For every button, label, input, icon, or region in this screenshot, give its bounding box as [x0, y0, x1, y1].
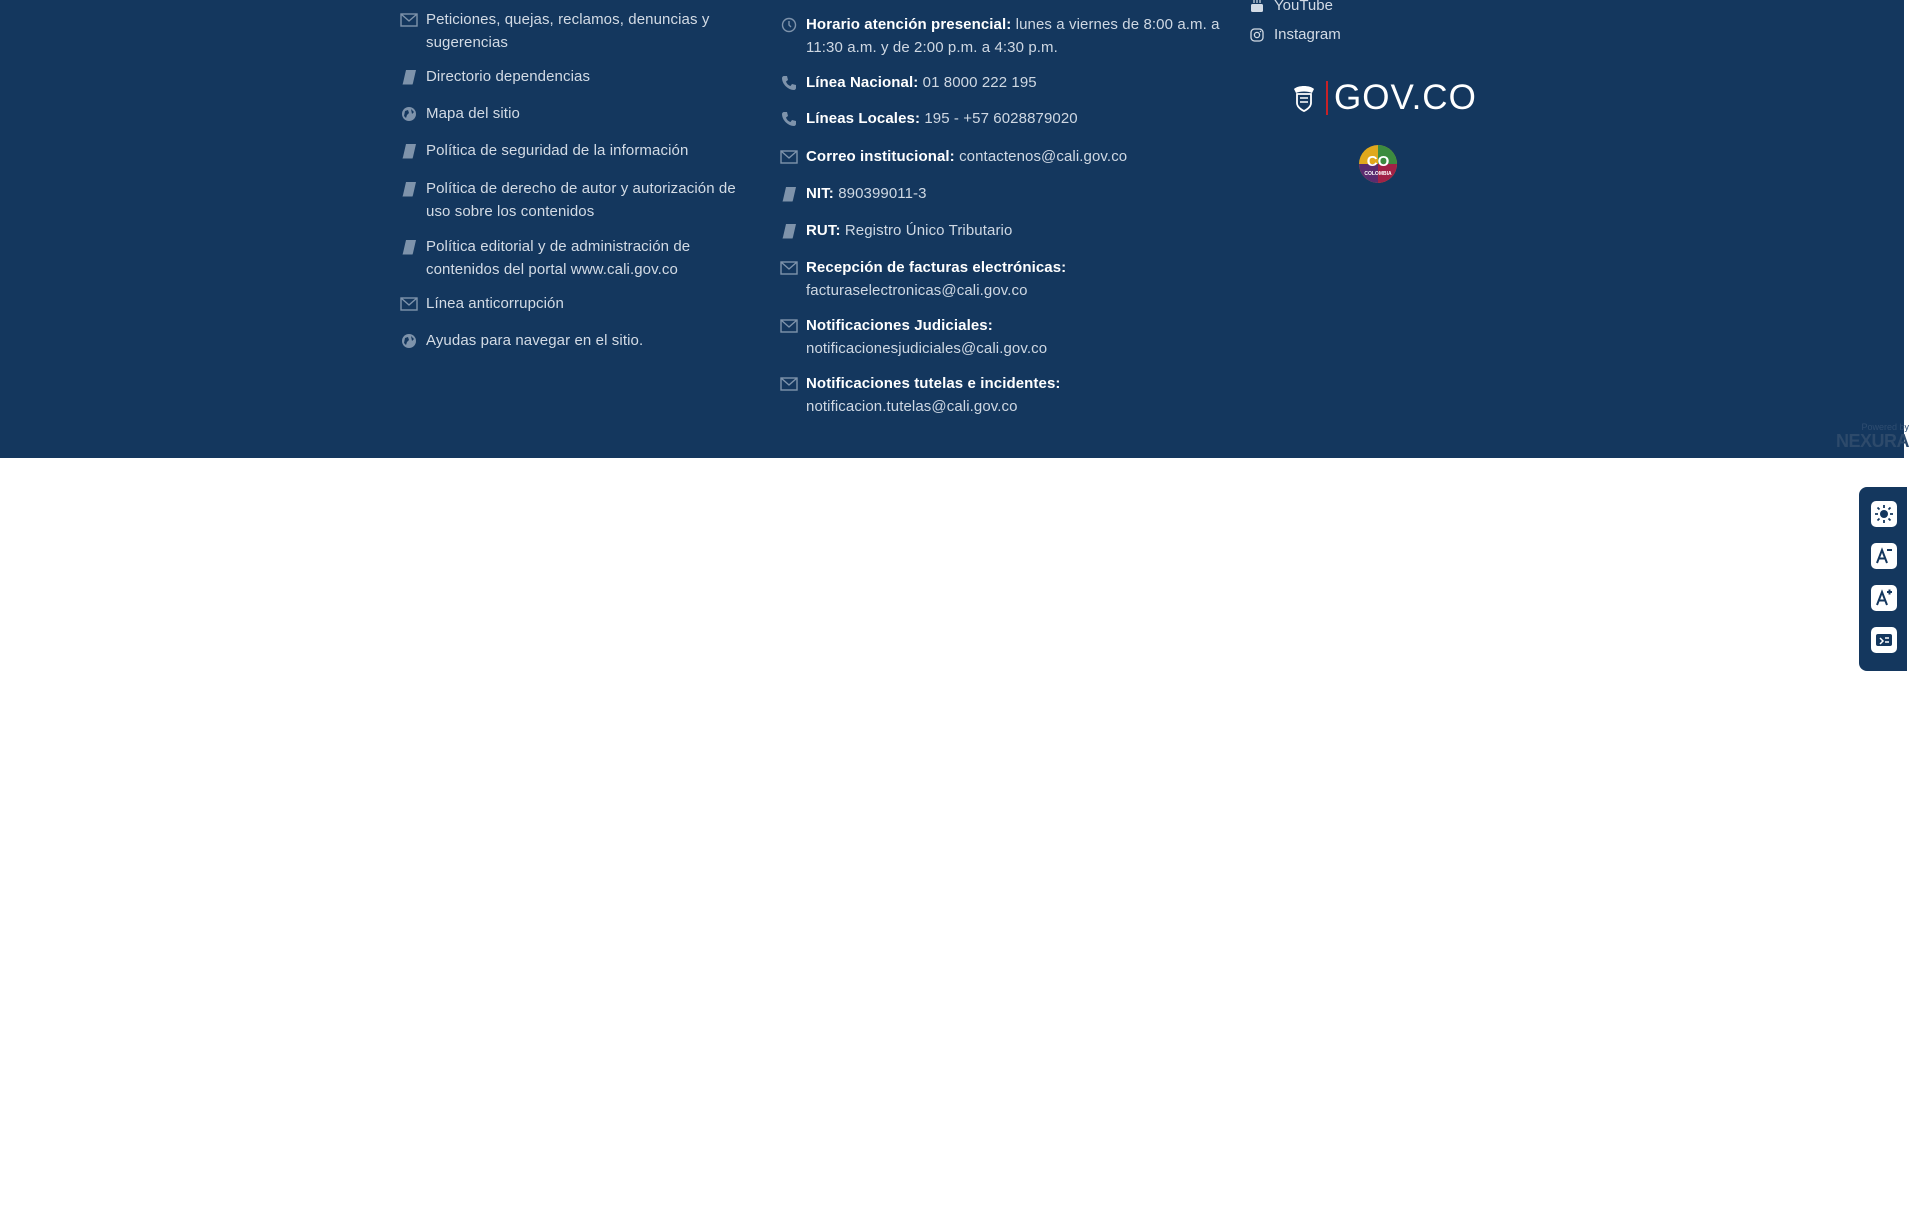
contact-value: Registro Único Tributario: [844, 222, 1013, 239]
book-icon: [400, 177, 422, 200]
powered-by-label: Powered by: [1861, 422, 1909, 432]
link-label: Peticiones, quejas, reclamos, denuncias y sugerencias: [426, 11, 710, 51]
book-icon: [400, 139, 422, 162]
mail-icon: [400, 8, 422, 31]
contact-facturas: [780, 256, 1206, 302]
colombia-logo-label: CO: [1366, 153, 1390, 170]
contact-label: RUT:: [806, 222, 841, 239]
mail-icon: [780, 314, 802, 337]
contact-value: 01 8000 222 195: [922, 74, 1037, 91]
contact-linea-nacional: [780, 71, 1037, 94]
link-label: Mapa del sitio: [426, 105, 520, 122]
link-label: Política de derecho de autor y autorización de uso sobre los contenidos: [426, 180, 736, 220]
contact-label: Línea Nacional:: [806, 74, 919, 91]
contact-label: Líneas Locales:: [806, 110, 921, 127]
book-icon: [400, 235, 422, 258]
mail-icon: [780, 372, 802, 395]
increase-font-icon: [1874, 588, 1894, 608]
book-icon: [780, 182, 802, 205]
contact-nit: [780, 182, 927, 205]
decrease-font-button[interactable]: [1871, 543, 1897, 569]
colombia-logo-sub: COLOMBIA: [1364, 171, 1392, 177]
contact-label: Recepción de facturas electrónicas:: [806, 259, 1067, 276]
contact-value: lunes a viernes de 8:00 a.m. a 11:30 a.m. y de 2:00 p.m. a 4:30 p.m.: [806, 16, 1220, 56]
contact-horario: [780, 13, 1240, 59]
contact-value: 195 - +57 6028879020: [924, 110, 1078, 127]
contrast-button[interactable]: [1871, 501, 1897, 527]
link-directorio[interactable]: [400, 65, 590, 88]
contact-correo: [780, 145, 1127, 168]
link-anticorrupcion[interactable]: [400, 292, 564, 315]
relay-center-icon: [1874, 630, 1894, 650]
contact-tutelas: [780, 372, 1206, 418]
clock-icon: [780, 13, 802, 36]
colombia-logo[interactable]: [1357, 143, 1399, 185]
link-pqrs[interactable]: [400, 8, 760, 54]
phone-icon: [780, 107, 802, 130]
link-politica-editorial[interactable]: [400, 235, 760, 281]
social-label: YouTube: [1274, 0, 1333, 14]
link-label: Política de seguridad de la información: [426, 142, 689, 159]
contact-rut: [780, 219, 1012, 242]
contact-email-link[interactable]: notificacionesjudiciales@cali.gov.co: [806, 340, 1048, 357]
link-label: Ayudas para navegar en el sitio.: [426, 332, 644, 349]
book-icon: [400, 65, 422, 88]
coat-of-arms-icon: [1290, 83, 1318, 113]
contact-value: 890399011-3: [838, 185, 927, 202]
book-icon: [780, 219, 802, 242]
globe-icon: [400, 102, 422, 125]
link-derecho-autor[interactable]: [400, 177, 760, 223]
mail-icon: [780, 145, 802, 168]
social-youtube-link[interactable]: [1250, 0, 1333, 14]
mail-icon: [780, 256, 802, 279]
govco-label: GOV.CO: [1334, 78, 1477, 117]
accessibility-toolbar: [1859, 487, 1907, 671]
link-label: Directorio dependencias: [426, 68, 591, 85]
instagram-icon: [1250, 28, 1264, 42]
link-label: Línea anticorrupción: [426, 295, 564, 312]
contact-judiciales: [780, 314, 1206, 360]
site-footer: [0, 0, 1909, 458]
contact-label: Horario atención presencial:: [806, 16, 1012, 33]
link-mapa[interactable]: [400, 102, 520, 125]
globe-icon: [400, 329, 422, 352]
phone-icon: [780, 71, 802, 94]
contact-label: NIT:: [806, 185, 834, 202]
govco-logo[interactable]: [1290, 78, 1477, 118]
mail-icon: [400, 292, 422, 315]
contact-label: Notificaciones Judiciales:: [806, 317, 993, 334]
increase-font-button[interactable]: [1871, 585, 1897, 611]
link-seguridad[interactable]: [400, 139, 688, 162]
link-ayudas[interactable]: [400, 329, 643, 352]
contact-label: Notificaciones tutelas e incidentes:: [806, 375, 1061, 392]
relay-center-button[interactable]: [1871, 627, 1897, 653]
link-label: Política editorial y de administración de contenidos del portal www.cali.gov.co: [426, 238, 691, 278]
contrast-icon: [1874, 504, 1894, 524]
contact-email-link[interactable]: facturaselectronicas@cali.gov.co: [806, 282, 1028, 299]
nexura-logo-text: NEXURA: [1836, 431, 1909, 451]
social-label: Instagram: [1274, 26, 1341, 43]
powered-by-nexura[interactable]: [1836, 422, 1909, 450]
decrease-font-icon: [1874, 546, 1894, 566]
social-instagram-link[interactable]: [1250, 26, 1341, 43]
contact-email-link[interactable]: notificacion.tutelas@cali.gov.co: [806, 398, 1018, 415]
govco-divider: [1326, 81, 1328, 115]
contact-label: Correo institucional:: [806, 148, 955, 165]
youtube-icon: [1250, 0, 1264, 13]
contact-email-link[interactable]: contactenos@cali.gov.co: [959, 148, 1128, 165]
contact-lineas-locales: [780, 107, 1078, 130]
